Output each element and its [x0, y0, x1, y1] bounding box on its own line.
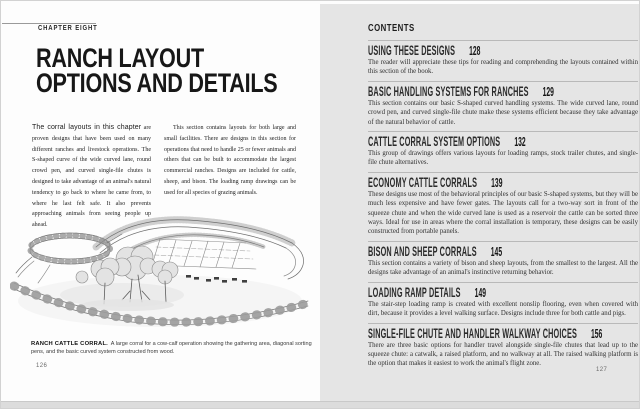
toc-entry-title: SINGLE-FILE CHUTE AND HANDLER WALKWAY CHOICES — [368, 324, 577, 341]
page-title-line2: OPTIONS AND DETAILS — [36, 68, 278, 98]
toc-entry-page-number: 129 — [542, 83, 554, 99]
toc-section-loading-ramp-details — [368, 282, 638, 323]
toc-section-single-file-chute-walkway — [368, 323, 638, 373]
toc-entry-description: This section contains a variety of bison and sheep layouts, from the smallest to the largest. All the designs take advantage of an animal's instinctive returning behavior. — [368, 259, 638, 277]
toc-entry-description: This group of drawings offers various layouts for loading ramps, stock trailer chutes, and single-file chute alternatives. — [368, 150, 638, 167]
toc-entry-page-number: 149 — [474, 284, 486, 300]
toc-section-using-these-designs — [368, 40, 638, 81]
caption-text: A large corral for a cow-calf operation showing the gathering area, diagonal sorting pens, and the basic curved system constructed from wood. — [31, 341, 312, 355]
contents-heading: CONTENTS — [368, 23, 415, 34]
right-page-number: 127 — [596, 367, 608, 373]
toc-entry-page-number: 145 — [490, 243, 503, 259]
toc-entry-title: ECONOMY CATTLE CORRALS — [368, 173, 478, 190]
caption-label: RANCH CATTLE CORRAL. — [31, 341, 108, 347]
corral-illustration — [10, 213, 312, 337]
toc-entry-title: BISON AND SHEEP CORRALS — [368, 242, 477, 259]
toc-entry-title: LOADING RAMP DETAILS — [368, 283, 461, 300]
toc-section-cattle-corral-options — [368, 131, 638, 172]
chapter-label: CHAPTER EIGHT — [38, 25, 98, 32]
toc-entry-page-number: 128 — [469, 43, 481, 58]
toc-section-bison-and-sheep-corrals — [368, 241, 638, 282]
toc-entry-title: USING THESE DESIGNS — [368, 42, 456, 58]
table-of-contents — [368, 40, 638, 373]
toc-entry-description: These designs use most of the behavioral principles of our basic S-shaped systems, but they will be much less expensive and have fewer gates. The layouts call for a two-way sort in front of the squeeze chute and when the wide curved lane is used as a reservoir the cattle can be sorted three ways. Ideal for use in areas where the corral installation is temporary, these designs can be easily constructed from portable panels. — [368, 190, 638, 236]
intro-lead-phrase: The corral layouts in this chapter — [32, 124, 142, 131]
toc-entry-description: The reader will appreciate these tips for reading and comprehending the layouts contained within this section of the book. — [368, 59, 638, 76]
toc-section-economy-cattle-corrals — [368, 172, 638, 241]
toc-entry-page-number: 132 — [514, 134, 526, 150]
page-title — [36, 43, 278, 98]
scan-edge-strip — [0, 401, 640, 409]
toc-entry-description: There are three basic options for handler travel alongside single-file chutes that lead up to the squeeze chute: a catwalk, a raised platform, and no walkway at all. The raised walking platform is the option that makes it easiest to work the animal's flight zone. — [368, 341, 638, 368]
chapter-rule — [2, 23, 96, 24]
toc-entry-page-number: 156 — [591, 325, 603, 341]
toc-section-basic-handling-systems — [368, 81, 638, 131]
intro-paragraph-1-text: are proven designs that have been used on many different ranches and livestock operations. The S-shaped curve of the wide curved lane, round crowd pen, and curved single-file chutes is designed to take advantage of an animal's natural tendency to go back to where he came from, to where he last felt safe. It also prevents approaching animals from seeing people up ahead. — [32, 125, 151, 229]
toc-entry-title: CATTLE CORRAL SYSTEM OPTIONS — [368, 133, 501, 150]
toc-entry-title: BASIC HANDLING SYSTEMS FOR RANCHES — [368, 82, 529, 99]
toc-entry-description: This section contains our basic S-shaped curved handling systems. The wide curved lane, round crowd pen, and curved single-file chute make these systems efficient because they take advantage of the natural behavior of cattle. — [368, 99, 638, 126]
toc-entry-page-number: 139 — [491, 174, 503, 190]
page-title-line1: RANCH LAYOUT — [36, 43, 204, 73]
illustration-caption — [31, 341, 312, 356]
intro-paragraph-2: This section contains layouts for both large and small facilities. There are designs in this section for operations that need to handle 25 or fewer animals and others that can be built to accommodate the largest commercial ranches. Designs are included for cattle, sheep, and bison. The loading ramp drawings can be used for all species of grazing animals. — [164, 125, 296, 196]
left-page-number: 126 — [36, 363, 48, 369]
toc-entry-description: The stair-step loading ramp is created with excellent nonslip flooring, even when covered with dirt, because it provides a level walking surface. Designs include three for both cattle and pigs. — [368, 300, 638, 318]
